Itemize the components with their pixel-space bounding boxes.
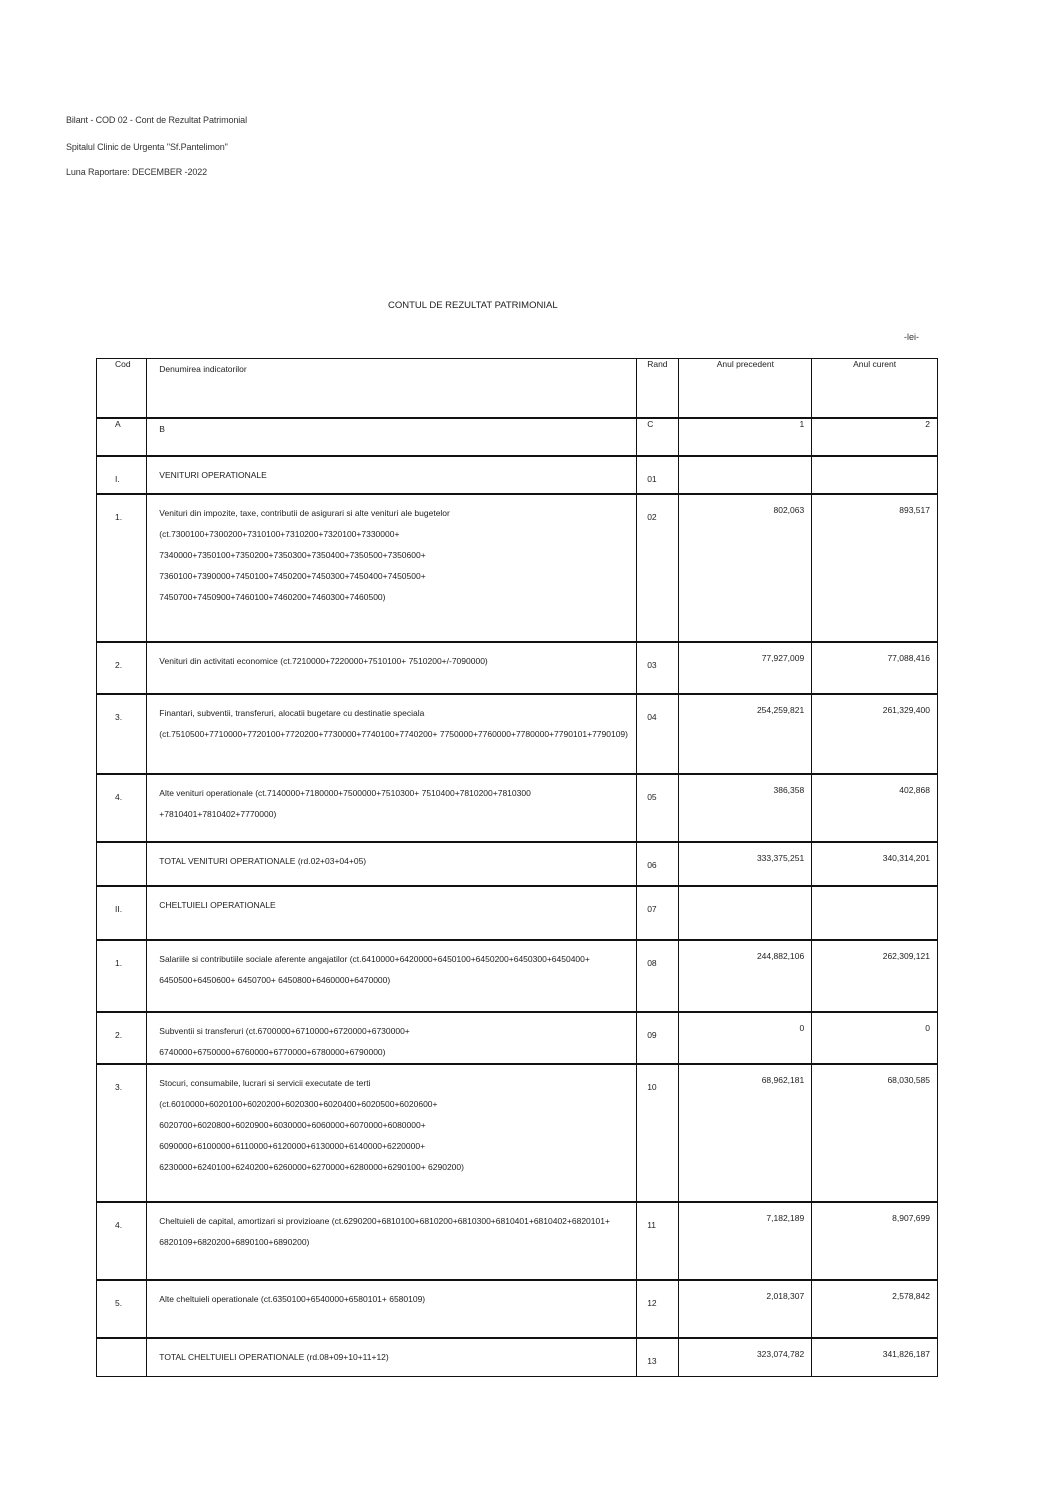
table-row xyxy=(97,1202,938,1280)
row-denumire: Venituri din impozite, taxe, contributii de asigurari si alte venituri ale bugetelor (ct.7300100+7300200+7310100+7310200+7320100+7330000+ 7340000+7350100+7350200+7350300+7350400+7350500+7350600+ 7360100+7390000+7450100+7450200+7450300+7450400+7450500+ 7450700+7450900+7460100+7460200+7460300+7460500) xyxy=(147,494,637,642)
row-anul-curent: 340,314,201 xyxy=(812,842,938,886)
row-anul-curent: 261,329,400 xyxy=(812,694,938,774)
table-row xyxy=(97,694,938,774)
table-row xyxy=(97,940,938,1012)
row-denumire: VENITURI OPERATIONALE xyxy=(147,456,637,494)
report-code-line: Bilant - COD 02 - Cont de Rezultat Patrimonial xyxy=(66,115,247,125)
table-row xyxy=(97,774,938,842)
income-statement-table xyxy=(96,358,938,1377)
column-index-row xyxy=(97,418,938,456)
row-anul-curent: 341,826,187 xyxy=(812,1338,938,1376)
row-anul-precedent: 244,882,106 xyxy=(679,940,812,1012)
index-cod: A xyxy=(97,418,147,456)
table-row xyxy=(97,1280,938,1338)
row-denumire: Alte venituri operationale (ct.7140000+7180000+7500000+7510300+ 7510400+7810200+7810300 +7810401+7810402+7770000) xyxy=(147,774,637,842)
row-anul-precedent: 68,962,181 xyxy=(679,1064,812,1202)
column-header-cod: Cod xyxy=(97,359,147,419)
page-title: CONTUL DE REZULTAT PATRIMONIAL xyxy=(388,300,558,311)
column-header-anul-curent: Anul curent xyxy=(812,359,938,419)
table-row xyxy=(97,886,938,940)
row-anul-curent: 0 xyxy=(812,1012,938,1064)
column-header-anul-precedent: Anul precedent xyxy=(679,359,812,419)
table-header-row xyxy=(97,359,938,419)
row-anul-curent: 77,088,416 xyxy=(812,642,938,694)
row-cod: 1. xyxy=(97,494,147,642)
row-cod xyxy=(97,842,147,886)
row-anul-curent: 8,907,699 xyxy=(812,1202,938,1280)
table-row xyxy=(97,1064,938,1202)
index-anul-curent: 2 xyxy=(812,418,938,456)
row-anul-precedent: 7,182,189 xyxy=(679,1202,812,1280)
row-rand: 11 xyxy=(637,1202,679,1280)
row-cod: 2. xyxy=(97,642,147,694)
row-rand: 07 xyxy=(637,886,679,940)
row-cod xyxy=(97,1338,147,1376)
row-anul-precedent: 0 xyxy=(679,1012,812,1064)
table-row xyxy=(97,642,938,694)
row-cod: 2. xyxy=(97,1012,147,1064)
table-row-total xyxy=(97,1338,938,1376)
row-rand: 10 xyxy=(637,1064,679,1202)
row-cod: 3. xyxy=(97,694,147,774)
row-anul-precedent: 323,074,782 xyxy=(679,1338,812,1376)
row-cod: 5. xyxy=(97,1280,147,1338)
row-cod: 3. xyxy=(97,1064,147,1202)
table-row xyxy=(97,494,938,642)
index-anul-precedent: 1 xyxy=(679,418,812,456)
reporting-month: Luna Raportare: DECEMBER -2022 xyxy=(66,167,208,177)
row-cod: II. xyxy=(97,886,147,940)
row-rand: 01 xyxy=(637,456,679,494)
row-anul-precedent: 2,018,307 xyxy=(679,1280,812,1338)
row-denumire: Alte cheltuieli operationale (ct.6350100+6540000+6580101+ 6580109) xyxy=(147,1280,637,1338)
row-rand: 08 xyxy=(637,940,679,1012)
row-anul-precedent: 333,375,251 xyxy=(679,842,812,886)
row-anul-precedent xyxy=(679,456,812,494)
index-denumire: B xyxy=(147,418,637,456)
row-denumire: Subventii si transferuri (ct.6700000+6710000+6720000+6730000+ 6740000+6750000+6760000+6770000+6780000+6790000) xyxy=(147,1012,637,1064)
row-anul-precedent: 386,358 xyxy=(679,774,812,842)
row-cod: 1. xyxy=(97,940,147,1012)
row-rand: 03 xyxy=(637,642,679,694)
row-denumire: CHELTUIELI OPERATIONALE xyxy=(147,886,637,940)
table-row xyxy=(97,1012,938,1064)
currency-unit: -lei- xyxy=(904,332,919,342)
row-rand: 09 xyxy=(637,1012,679,1064)
row-cod: 4. xyxy=(97,774,147,842)
column-header-rand: Rand xyxy=(637,359,679,419)
row-anul-curent: 262,309,121 xyxy=(812,940,938,1012)
row-anul-curent: 893,517 xyxy=(812,494,938,642)
row-denumire: Finantari, subventii, transferuri, alocatii bugetare cu destinatie speciala (ct.7510500+7710000+7720100+7720200+7730000+7740100+7740200+ 7750000+7760000+7780000+7790101+7790109) xyxy=(147,694,637,774)
table-row-total xyxy=(97,842,938,886)
row-rand: 02 xyxy=(637,494,679,642)
row-anul-precedent: 802,063 xyxy=(679,494,812,642)
row-anul-curent: 402,868 xyxy=(812,774,938,842)
table-row xyxy=(97,456,938,494)
row-denumire: Stocuri, consumabile, lucrari si servicii executate de terti (ct.6010000+6020100+6020200+6020300+6020400+6020500+6020600+ 6020700+6020800+6020900+6030000+6060000+6070000+6080000+ 6090000+6100000+6110000+6120000+6130000+6140000+6220000+ 6230000+6240100+6240200+6260000+6270000+6280000+6290100+ 6290200) xyxy=(147,1064,637,1202)
row-rand: 13 xyxy=(637,1338,679,1376)
row-anul-curent xyxy=(812,886,938,940)
row-denumire: Salariile si contributiile sociale aferente angajatilor (ct.6410000+6420000+6450100+6450200+6450300+6450400+ 6450500+6450600+ 6450700+ 6450800+6460000+6470000) xyxy=(147,940,637,1012)
row-anul-precedent xyxy=(679,886,812,940)
index-rand: C xyxy=(637,418,679,456)
row-rand: 12 xyxy=(637,1280,679,1338)
row-denumire: Cheltuieli de capital, amortizari si provizioane (ct.6290200+6810100+6810200+6810300+6810401+6810402+6820101+ 6820109+6820200+6890100+6890200) xyxy=(147,1202,637,1280)
row-anul-precedent: 77,927,009 xyxy=(679,642,812,694)
row-anul-curent: 68,030,585 xyxy=(812,1064,938,1202)
row-anul-curent xyxy=(812,456,938,494)
row-rand: 04 xyxy=(637,694,679,774)
row-cod: 4. xyxy=(97,1202,147,1280)
row-denumire: Venituri din activitati economice (ct.7210000+7220000+7510100+ 7510200+/-7090000) xyxy=(147,642,637,694)
row-denumire: TOTAL VENITURI OPERATIONALE (rd.02+03+04+05) xyxy=(147,842,637,886)
row-denumire: TOTAL CHELTUIELI OPERATIONALE (rd.08+09+10+11+12) xyxy=(147,1338,637,1376)
column-header-denumire: Denumirea indicatorilor xyxy=(147,359,637,419)
row-anul-precedent: 254,259,821 xyxy=(679,694,812,774)
row-cod: I. xyxy=(97,456,147,494)
row-rand: 06 xyxy=(637,842,679,886)
row-anul-curent: 2,578,842 xyxy=(812,1280,938,1338)
institution-name: Spitalul Clinic de Urgenta "Sf.Pantelimon" xyxy=(66,142,228,152)
row-rand: 05 xyxy=(637,774,679,842)
